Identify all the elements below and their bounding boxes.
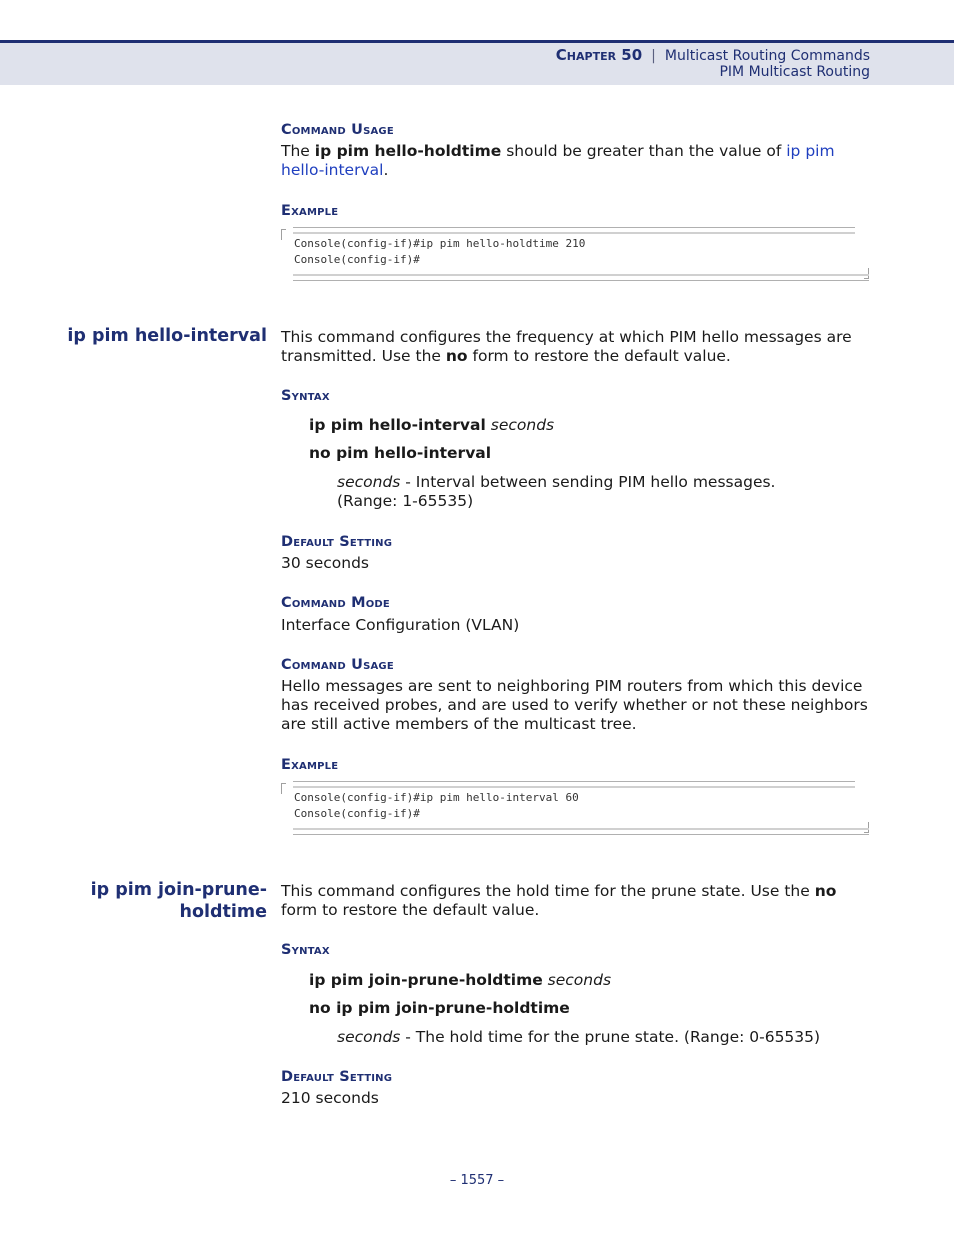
code-example-box <box>281 781 871 835</box>
page-number: – 1557 – <box>449 1173 505 1188</box>
chapter-title: Multicast Routing Commands <box>664 48 870 64</box>
code-tick-left <box>281 783 286 794</box>
usage-text-post: . <box>383 161 389 179</box>
page-header <box>0 40 954 85</box>
syntax-line <box>309 971 611 989</box>
desc-bold: no <box>445 347 468 365</box>
command-mode-value: Interface Configuration (VLAN) <box>281 616 520 634</box>
header-separator: | <box>651 48 656 64</box>
header-section: PIM Multicast Routing <box>719 64 870 80</box>
command-usage-text: Hello messages are sent to neighboring PIM routers from which this device has received probes, and are used to verify whether or not these neighbors are still active members of the multicast tree. <box>281 677 868 733</box>
desc-bold: no <box>814 882 837 900</box>
desc-post: form to restore the default value. <box>281 901 540 919</box>
default-setting-label: Default Setting <box>281 534 393 550</box>
usage-text-mid: should be greater than the value of <box>501 142 787 160</box>
syntax-argument: seconds <box>490 416 555 434</box>
example-label: Example <box>281 203 339 219</box>
syntax-no-command: no pim hello-interval <box>309 444 492 462</box>
syntax-label: Syntax <box>281 942 330 958</box>
syntax-no-line <box>309 444 491 462</box>
desc-post: form to restore the default value. <box>467 347 731 365</box>
parameter-name: seconds <box>337 473 401 491</box>
syntax-argument: seconds <box>547 971 612 989</box>
command-usage-label: Command Usage <box>281 122 394 138</box>
chapter-number: Chapter 50 <box>555 46 643 64</box>
parameter-description <box>337 1028 820 1047</box>
default-setting-label: Default Setting <box>281 1069 393 1085</box>
syntax-line <box>309 416 554 434</box>
header-chapter-line <box>556 46 870 64</box>
usage-command-ref: ip pim hello-holdtime <box>314 142 502 160</box>
parameter-name: seconds <box>337 1028 401 1046</box>
title-line-2: holdtime <box>179 902 267 922</box>
syntax-command: ip pim join-prune-holdtime <box>309 971 543 989</box>
parameter-text: - The hold time for the prune state. (Range: 0-65535) <box>400 1028 821 1046</box>
code-rule-top <box>293 781 855 788</box>
code-tick-left <box>281 229 286 240</box>
command-mode-label: Command Mode <box>281 595 390 611</box>
command-usage-text <box>281 142 871 180</box>
title-line-1: ip pim join-prune- <box>90 880 267 900</box>
code-rule-bottom <box>293 274 869 281</box>
parameter-range: (Range: 1-65535) <box>337 492 474 510</box>
desc-pre: This command configures the hold time for the prune state. Use the <box>281 882 815 900</box>
syntax-no-command: no ip pim join-prune-holdtime <box>309 999 570 1017</box>
syntax-no-line <box>309 999 570 1017</box>
command-title-join-prune-holdtime <box>91 879 267 923</box>
parameter-description <box>337 473 775 511</box>
code-rule-top <box>293 227 855 234</box>
hello-interval-link[interactable]: ip pim hello-interval <box>281 142 835 179</box>
hello-interval-description <box>281 328 871 366</box>
desc-pre: This command configures the frequency at which PIM hello messages are transmitted. Use the <box>281 328 852 365</box>
parameter-text: - Interval between sending PIM hello messages. <box>400 473 776 491</box>
code-example-box <box>281 227 871 281</box>
default-setting-value: 30 seconds <box>281 554 370 572</box>
syntax-label: Syntax <box>281 388 330 404</box>
join-prune-description <box>281 882 871 920</box>
code-rule-bottom <box>293 828 869 835</box>
code-example: Console(config-if)#ip pim hello-holdtime 210 Console(config-if)# <box>294 237 586 266</box>
command-usage-label: Command Usage <box>281 657 394 673</box>
command-title-hello-interval: ip pim hello-interval <box>67 326 267 346</box>
syntax-command: ip pim hello-interval <box>309 416 486 434</box>
code-example: Console(config-if)#ip pim hello-interval 60 Console(config-if)# <box>294 791 579 820</box>
usage-text-pre: The <box>281 142 315 160</box>
default-setting-value: 210 seconds <box>281 1089 379 1107</box>
example-label: Example <box>281 757 339 773</box>
